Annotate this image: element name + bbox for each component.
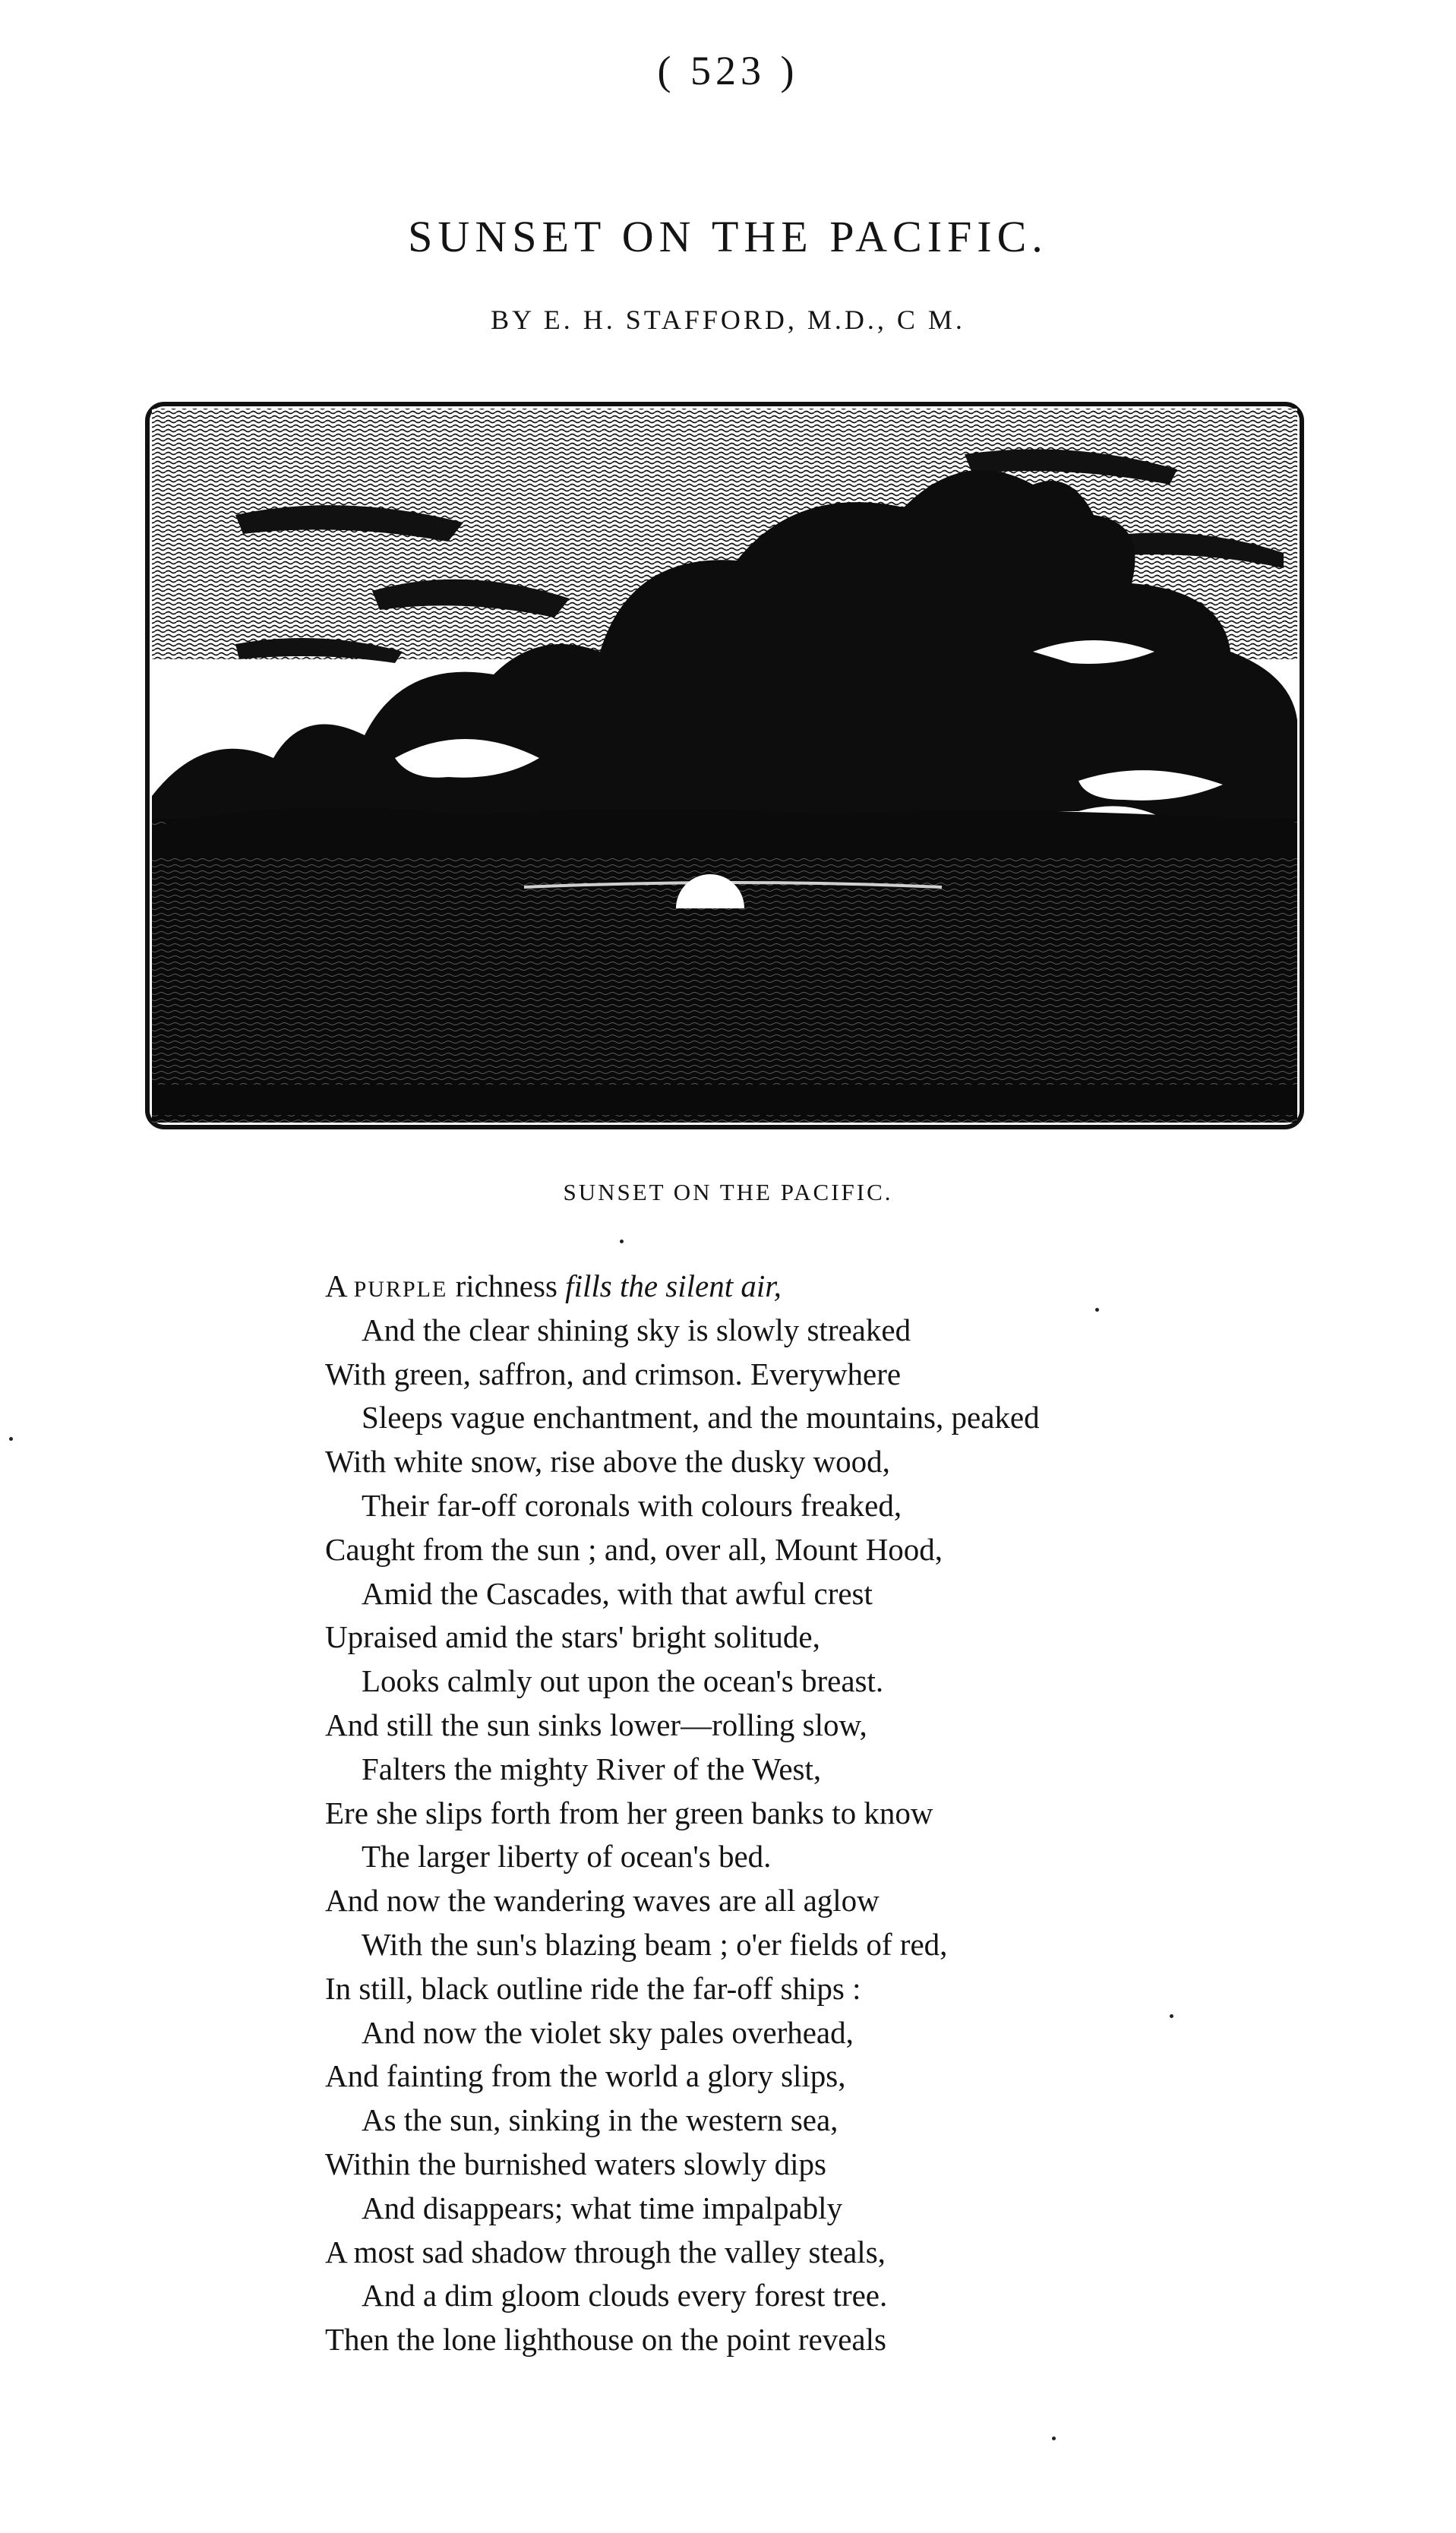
article-title: SUNSET ON THE PACIFIC. xyxy=(408,212,1048,261)
poem-body xyxy=(325,1265,1312,2362)
poem-line: Their far-off coronals with colours freaked, xyxy=(362,1487,902,1523)
poem-line: With white snow, rise above the dusky wood, xyxy=(325,1444,890,1480)
poem-line: Amid the Cascades, with that awful crest xyxy=(362,1575,873,1611)
sunset-engraving-image xyxy=(144,401,1305,1130)
poem-line: And the clear shining sky is slowly streaked xyxy=(362,1312,911,1347)
poem-line: Then the lone lighthouse on the point reveals xyxy=(325,2322,886,2358)
author-byline: BY E. H. STAFFORD, M.D., C M. xyxy=(491,305,965,335)
poem-line: And disappears; what time impalpably xyxy=(362,2190,843,2225)
poem-line-small-caps: PURPLE xyxy=(353,1277,448,1302)
poem-line: And still the sun sinks lower—rolling slow, xyxy=(325,1707,867,1742)
poem-line: With the sun's blazing beam ; o'er fields of red, xyxy=(362,1926,948,1962)
poem-line: In still, black outline ride the far-off ships : xyxy=(325,1970,861,2006)
sunset-engraving xyxy=(144,401,1305,1130)
poem-line: With green, saffron, and crimson. Everywhere xyxy=(325,1356,902,1391)
poem-line: Caught from the sun ; and, over all, Mount Hood, xyxy=(325,1531,943,1567)
poem-line: And a dim gloom clouds every forest tree. xyxy=(362,2278,888,2313)
poem-line-lead: A xyxy=(325,1268,354,1303)
poem-line: Falters the mighty River of the West, xyxy=(362,1751,822,1786)
poem-line: And now the wandering waves are all aglow xyxy=(325,1883,880,1919)
stray-mark xyxy=(1052,2437,1056,2440)
poem-line: And now the violet sky pales overhead, xyxy=(362,2014,854,2050)
poem-line-italic: fills the silent air, xyxy=(565,1268,782,1303)
poem-line: Within the burnished waters slowly dips xyxy=(325,2146,826,2181)
stray-mark xyxy=(9,1437,13,1441)
poem-line xyxy=(325,1265,1312,1309)
poem-line: Looks calmly out upon the ocean's breast. xyxy=(362,1663,884,1699)
illustration-caption: SUNSET ON THE PACIFIC. xyxy=(563,1179,893,1205)
poem-line: And fainting from the world a glory slips, xyxy=(325,2058,846,2094)
poem-line: As the sun, sinking in the western sea, xyxy=(362,2102,839,2138)
page-number: ( 523 ) xyxy=(657,48,799,93)
poem-line: Sleeps vague enchantment, and the mountains, peaked xyxy=(362,1400,1040,1435)
poem-line-roman: richness xyxy=(447,1268,566,1303)
poem-line: A most sad shadow through the valley steals, xyxy=(325,2234,886,2269)
poem-line: The larger liberty of ocean's bed. xyxy=(362,1839,772,1874)
poem-line: Ere she slips forth from her green banks to know xyxy=(325,1795,933,1830)
stray-mark xyxy=(620,1240,624,1243)
poem-line: Upraised amid the stars' bright solitude, xyxy=(325,1619,820,1655)
